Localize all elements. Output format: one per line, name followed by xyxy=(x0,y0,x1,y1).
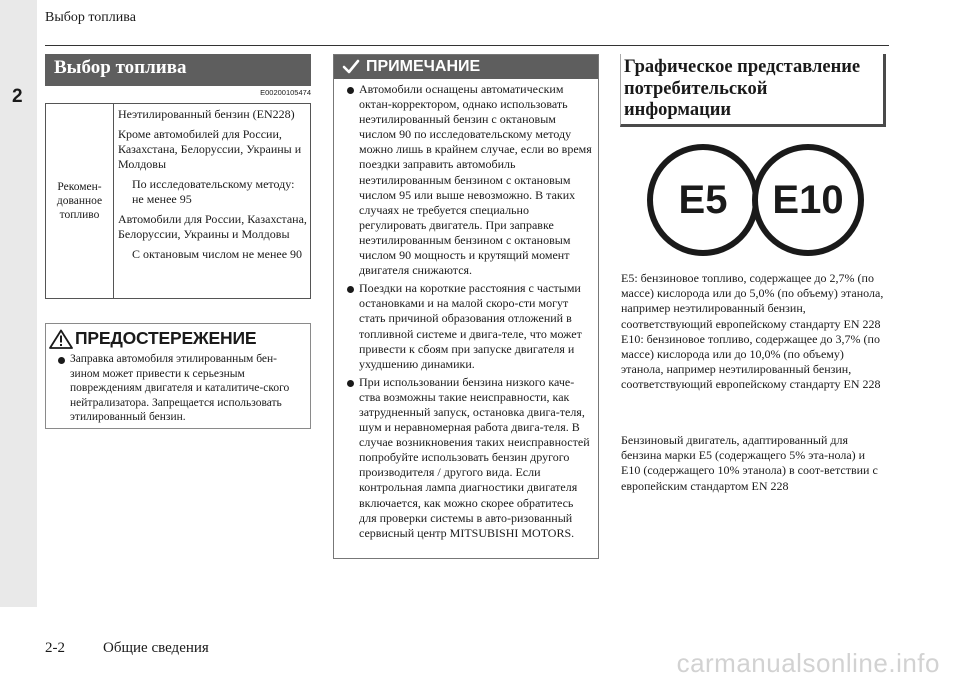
fuel-type: Неэтилированный бензин (EN228) xyxy=(118,107,295,121)
octane-requirement-95: По исследовательскому методу: не менее 95 xyxy=(132,177,295,206)
fuel-label-descriptions xyxy=(621,271,887,393)
consumer-info-title: Графическое представление потребительской информации xyxy=(624,57,861,120)
note-item: При использовании бензина низкого каче-ства возможны такие неисправности, как затрудненный запуск, остановка двига-теля, шум и неравномерная работа двига-теля. В случае возникновения таких неисправностей попробуйте использовать бензин другого производителя / другого вида. Если контрольная лампа диагностики двигателя включается, как можно скорее обратитесь для проверки системы в авто-ризованный сервисный центр MITSUBISHI MOTORS. xyxy=(345,375,592,541)
warning-title: ПРЕДОСТЕРЕЖЕНИЕ xyxy=(75,328,257,348)
warning-triangle-icon xyxy=(49,329,73,349)
checkmark-icon xyxy=(342,59,360,75)
octane-requirement-90: С октановым числом не менее 90 xyxy=(132,247,303,261)
e5-label-text: E5 xyxy=(678,178,728,222)
e10-label-text: E10 xyxy=(772,178,844,222)
warning-list xyxy=(56,352,304,425)
watermark: carmanualsonline.info xyxy=(676,648,940,677)
region-russia-cis: Автомобили для России, Казахстана, Белоруссии, Украины и Молдовы xyxy=(118,212,307,241)
header-divider xyxy=(45,45,889,46)
consumer-info-section-box xyxy=(620,54,886,127)
e10-fuel-label-icon xyxy=(752,144,864,256)
fuel-table-row-header-cell xyxy=(46,104,114,298)
warning-item: Заправка автомобиля этилированным бен-зином может привести к серьезным повреждениям двигателя и каталитиче-ского нейтрализатора. Запрещается использовать этилированный бензин. xyxy=(56,352,304,425)
section-title: Выбор топлива xyxy=(45,54,311,86)
note-list xyxy=(345,82,592,541)
note-box xyxy=(333,54,599,559)
e10-description: E10: бензиновое топливо, содержащее до 3,7% (по массе) кислорода или до 10,0% (по объему) этанола, например неэтилированный бензин, соответствующий европейскому стандарту EN 228 xyxy=(621,331,881,392)
recommended-fuel-table xyxy=(45,103,311,299)
engine-compatibility-note: Бензиновый двигатель, адаптированный для бензина марки E5 (содержащего 5% эта-нола) и E10 (содержащего 10% этанола) в соот-ветствии с европейским стандартом EN 228 xyxy=(621,433,878,493)
region-other-countries: Кроме автомобилей для России, Казахстана, Белоруссии, Украины и Молдовы xyxy=(118,127,302,171)
e5-fuel-label-icon xyxy=(647,144,759,256)
note-header xyxy=(334,55,598,79)
document-code: E00200105474 xyxy=(260,88,311,97)
chapter-number: 2 xyxy=(12,86,23,107)
page-number: 2-2 xyxy=(45,640,65,656)
note-item: Поездки на короткие расстояния с частыми остановками и на малой скоро-сти могут стать причиной образования отложений в топливной системе и двига-теле, что может привести к сбоям при запуске двигателя и ухудшению динамики. xyxy=(345,281,592,372)
running-header: Выбор топлива xyxy=(45,10,136,25)
footer-section-name: Общие сведения xyxy=(103,640,209,656)
warning-box xyxy=(45,323,311,429)
note-title: ПРИМЕЧАНИЕ xyxy=(366,58,481,75)
fuel-table-row-header: Рекомен-дованное топливо xyxy=(56,181,103,221)
e5-description: E5: бензиновое топливо, содержащее до 2,7% (по массе) кислорода или до 5,0% (по объему) этанола, например неэтилированный бензин, соответствующий европейскому стандарту EN 228 xyxy=(621,271,884,331)
page-footer xyxy=(45,640,209,657)
fuel-table-content-cell xyxy=(114,104,310,298)
warning-header xyxy=(46,324,310,349)
note-item: Автомобили оснащены автоматическим октан-корректором, однако использовать неэтилированный бензин с октановым числом 90 по исследовательскому методу можно лишь в крайнем случае, если во время поездки заправить автомобиль неэтилированным бензином с октановым числом 95 или выше невозможно. В таких случаях не требуется специально регулировать двигатель. При заправке неэтилированным бензином с октановым числом 90 мощность и крутящий момент двигателя снижаются. xyxy=(345,82,592,278)
